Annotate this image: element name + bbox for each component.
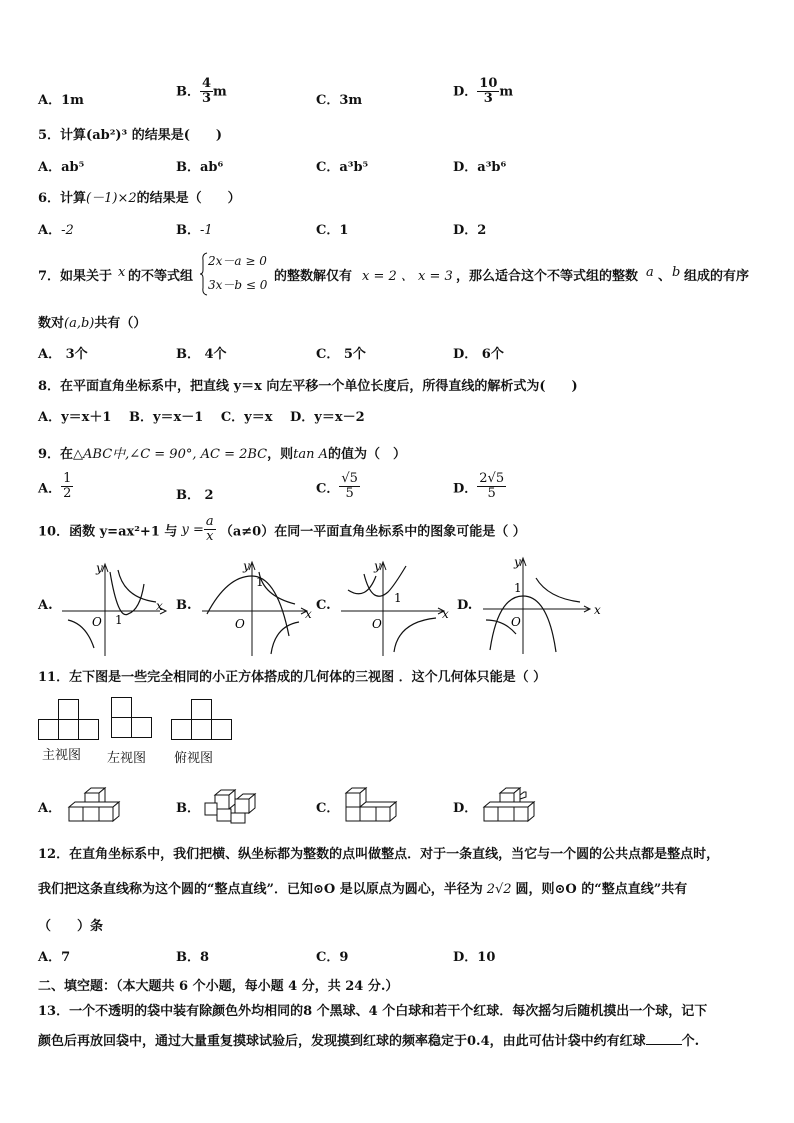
front-view-label: 主视图 <box>42 748 82 763</box>
q7-pair: (a,b) <box>64 316 95 331</box>
axis-y-label: y <box>514 555 521 569</box>
q10-post: （a≠0）在同一平面直角坐标系中的图象可能是（ ） <box>219 524 526 540</box>
label: C． <box>316 481 340 497</box>
q7-solutions: x = 2 、 x = 3 <box>362 269 453 284</box>
left-view-drawing <box>111 697 153 739</box>
axis-y-label: y <box>243 559 250 573</box>
q9-end: 的值为（ ） <box>328 447 407 462</box>
q4-option-c: C．3m <box>316 93 363 108</box>
numerator: 1 <box>63 471 72 486</box>
axis-x-label: x <box>442 607 449 621</box>
q9-condition: △ABC中,∠C = 90°, AC = 2BC <box>73 447 268 462</box>
fraction <box>339 472 360 502</box>
q13-line2-post: 个. <box>681 1034 700 1049</box>
q5-stem: 5．计算(ab²)³ 的结果是( ) <box>38 128 223 143</box>
q4-option-d-label: D． <box>453 84 478 100</box>
q12-line3: （ ）条 <box>38 919 104 934</box>
unit: m <box>213 84 227 100</box>
q7-line2-pre: 数对 <box>38 316 65 331</box>
q10-graph-c <box>336 556 456 656</box>
q11-option-b: B． <box>176 801 200 816</box>
one-label: 1 <box>256 575 264 589</box>
q11-stem: 11．左下图是一些完全相同的小正方体搭成的几何体的三视图 ．这个几何体只能是（ ） <box>38 670 547 685</box>
q9-option-a <box>38 472 73 502</box>
one-label: 1 <box>394 591 402 605</box>
axis-x-label: x <box>305 607 312 621</box>
q5-option-a: A．ab⁵ <box>38 160 85 175</box>
value: -2 <box>61 223 74 238</box>
q9-stem <box>38 443 406 462</box>
q10-pre: 10．函数 y=ax²+1 与 <box>38 524 178 540</box>
q10-fraction <box>204 515 216 545</box>
q13-line2 <box>38 1030 699 1049</box>
q5-option-d: D．a³b⁶ <box>453 160 507 175</box>
q7-end: 组成的有序 <box>684 269 750 284</box>
q11-option-a: A． <box>38 801 62 816</box>
origin-label: O <box>235 617 245 631</box>
q7-var-x: x <box>118 265 126 280</box>
q8-stem: 8．在平面直角坐标系中，把直线 y＝x 向左平移一个单位长度后，所得直线的解析式为( ) <box>38 379 578 394</box>
left-view-label: 左视图 <box>107 751 147 766</box>
origin-label: O <box>372 617 382 631</box>
axis-y-label: y <box>96 561 103 575</box>
q12-line1: 12．在直角坐标系中，我们把横、纵坐标都为整数的点叫做整点．对于一条直线，当它与一个圆的公共点都是整点时， <box>38 847 720 862</box>
label: D． <box>453 481 478 497</box>
q10-option-b: B. <box>176 598 192 613</box>
denominator: x <box>206 529 214 545</box>
q7-stem-line2 <box>38 312 146 331</box>
q10-graph-d <box>478 552 603 652</box>
q4-option-b <box>176 77 227 107</box>
denominator: 5 <box>345 486 354 502</box>
q10-graph-b <box>197 556 317 656</box>
label: A． <box>38 223 62 238</box>
q7-tail: ，那么适合这个不等式组的整数 <box>456 269 639 284</box>
q9-pre: 9．在 <box>38 447 74 462</box>
q12-option-a: A．7 <box>38 950 71 965</box>
q10-graph-a <box>60 558 170 658</box>
unit: m <box>499 84 514 100</box>
q4-option-b-label: B． <box>176 84 200 100</box>
denominator: 3 <box>202 91 212 107</box>
q6-option-c: C．1 <box>316 223 349 238</box>
label: B． <box>176 223 200 238</box>
one-label: 1 <box>115 613 123 627</box>
top-view-drawing <box>171 699 233 741</box>
answer-blank[interactable] <box>646 1044 682 1045</box>
q7-post: 的整数解仅有 <box>274 269 353 284</box>
q7-mid: 的不等式组 <box>128 269 194 284</box>
q7-var-a: a <box>646 265 654 280</box>
q7-option-c: C． 5个 <box>316 347 366 362</box>
q9-option-d <box>453 472 506 502</box>
q6-option-b <box>176 219 213 238</box>
fraction <box>477 472 506 502</box>
q7-inequality-1: 2x－a ≥ 0 <box>208 254 267 268</box>
q12-line2 <box>38 878 687 897</box>
q4-option-a: A．1m <box>38 93 84 108</box>
q9-tan: tan A <box>293 447 329 462</box>
q12-option-c: C．9 <box>316 950 349 965</box>
numerator: √5 <box>341 471 358 486</box>
q7-option-a: A． 3个 <box>38 347 88 362</box>
q4-option-d-fraction <box>477 77 499 107</box>
denominator: 3 <box>483 91 493 107</box>
q7-var-b: b <box>672 265 681 280</box>
top-view-label: 俯视图 <box>174 751 214 766</box>
denominator: 5 <box>487 486 496 502</box>
q5-option-b: B．ab⁶ <box>176 160 224 175</box>
q13-line1: 13．一个不透明的袋中装有除颜色外均相同的8 个黑球、4 个白球和若干个红球．每次摇匀后随机摸出一个球，记下 <box>38 1004 708 1019</box>
q11-option-d: D． <box>453 801 478 816</box>
q12-line2-pre: 我们把这条直线称为这个圆的“整点直线”．已知⊙O 是以原点为圆心，半径为 <box>38 882 483 897</box>
q9-post: ，则 <box>267 447 294 462</box>
fraction <box>61 472 73 502</box>
q6-option-d: D．2 <box>453 223 487 238</box>
numerator: 2√5 <box>479 471 505 486</box>
q9-option-c <box>316 472 360 502</box>
one-label: 1 <box>514 581 522 595</box>
q11-option-c: C． <box>316 801 340 816</box>
numerator: a <box>205 514 214 529</box>
axis-x-label: x <box>594 603 601 617</box>
q5-option-c: C．a³b⁵ <box>316 160 369 175</box>
q6-expression: (－1)×2 <box>86 191 137 206</box>
q7-inequality-2: 3x－b ≤ 0 <box>208 278 268 292</box>
q13-line2-pre: 颜色后再放回袋中，通过大量重复摸球试验后，发现摸到红球的频率稳定于0.4，由此可估计袋中约有红球 <box>38 1034 646 1049</box>
section-2-heading: 二、填空题：（本大题共 6 个小题，每小题 4 分，共 24 分.） <box>38 979 399 994</box>
q9-option-b: B． 2 <box>176 488 214 503</box>
numerator: 4 <box>202 76 212 91</box>
q11-option-c-cubes <box>340 785 402 827</box>
q7-line2-post: 共有（） <box>94 316 147 331</box>
q7-pre: 7．如果关于 <box>38 269 113 284</box>
q11-option-d-cubes <box>478 785 540 827</box>
q4-option-d <box>453 77 513 107</box>
q10-option-c: C. <box>316 598 331 613</box>
q10-option-d: D. <box>457 598 473 613</box>
value: -1 <box>200 223 213 238</box>
q12-line2-post: 圆，则⊙O 的“整点直线”共有 <box>515 882 688 897</box>
q12-option-d: D．10 <box>453 950 496 965</box>
denominator: 2 <box>63 486 72 502</box>
q4-option-b-fraction <box>200 77 213 107</box>
q12-option-b: B．8 <box>176 950 210 965</box>
label: A． <box>38 481 62 497</box>
q6-stem <box>38 187 241 206</box>
q7-option-d: D． 6个 <box>453 347 504 362</box>
q10-y-eq: y = <box>181 522 204 538</box>
q6-stem-post: 的结果是（ ） <box>136 191 241 206</box>
axis-x-label: x <box>156 599 163 613</box>
q12-radius: 2√2 <box>486 882 512 897</box>
q11-option-a-cubes <box>63 785 125 827</box>
q10-stem <box>38 515 526 545</box>
origin-label: O <box>92 615 102 629</box>
origin-label: O <box>511 615 521 629</box>
q10-option-a: A. <box>38 598 53 613</box>
q7-sep: 、 <box>658 269 672 284</box>
q8-options: A．y＝x＋1 B．y＝x－1 C．y＝x D．y＝x－2 <box>38 410 365 425</box>
numerator: 10 <box>479 76 498 91</box>
q7-option-b: B． 4个 <box>176 347 227 362</box>
q6-option-a <box>38 219 74 238</box>
q6-stem-pre: 6．计算 <box>38 191 87 206</box>
axis-y-label: y <box>374 559 381 573</box>
front-view-drawing <box>38 699 100 739</box>
q11-option-b-cubes <box>201 785 263 827</box>
